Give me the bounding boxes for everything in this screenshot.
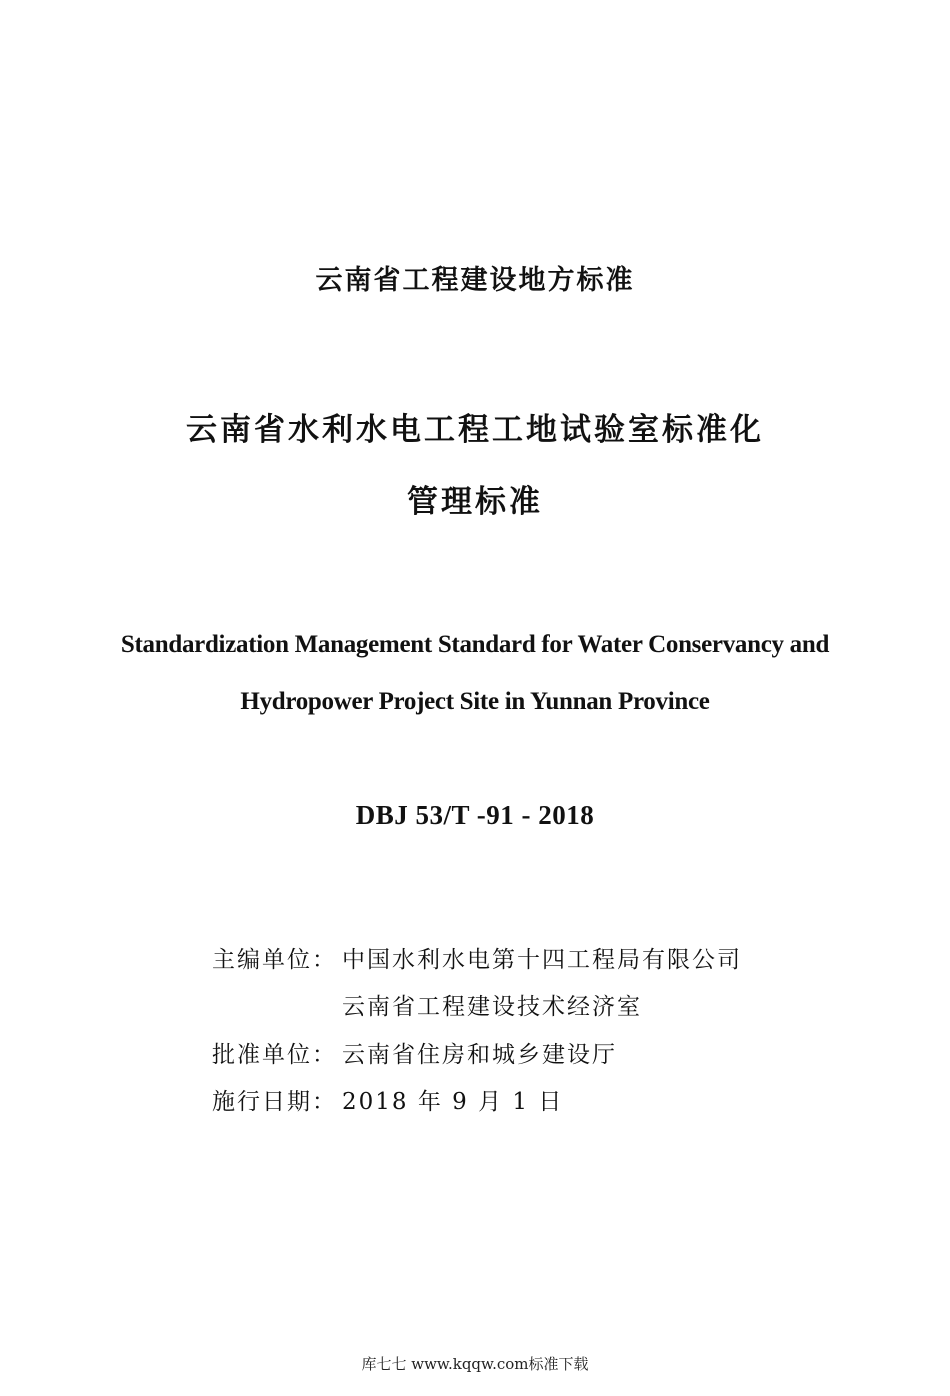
standard-code: DBJ 53/T -91 - 2018 (355, 800, 595, 830)
title-cn-line2: 管理标准 (407, 484, 543, 520)
effective-date-label: 施行日期： (212, 1089, 337, 1115)
approved-by-row (212, 1036, 617, 1069)
title-cn-line1: 云南省水利水电工程工地试验室标准化 (186, 412, 764, 448)
effective-date-row (212, 1083, 563, 1116)
chief-editor-1: 中国水利水电第十四工程局有限公司 (342, 947, 742, 973)
approved-by-label: 批准单位： (212, 1042, 337, 1068)
approved-by: 云南省住房和城乡建设厅 (342, 1042, 617, 1068)
footer-watermark: 库七七 www.kqqw.com标准下载 (361, 1355, 589, 1373)
title-en-line2: Hydropower Project Site in Yunnan Province (240, 688, 710, 715)
title-en-line1: Standardization Management Standard for Water Conservancy and (120, 631, 830, 658)
chief-editor-row (212, 941, 742, 974)
standard-category: 云南省工程建设地方标准 (315, 265, 635, 296)
chief-editor-2: 云南省工程建设技术经济室 (342, 994, 642, 1020)
effective-date: 2018 年 9 月 1 日 (342, 1089, 564, 1115)
chief-editor-label: 主编单位： (212, 947, 337, 973)
